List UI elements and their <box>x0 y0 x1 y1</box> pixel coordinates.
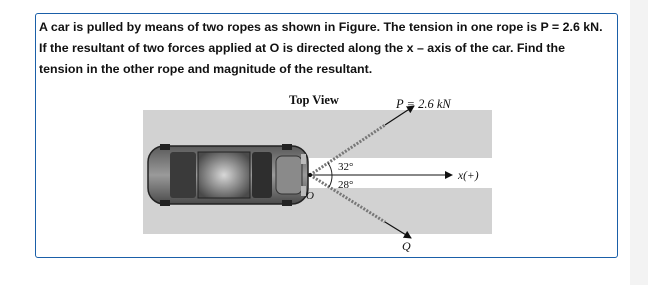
angle-bottom-label: 28° <box>338 179 354 191</box>
problem-line-1: A car is pulled by means of two ropes as shown in Figure. The tension in one rope is P = 2.6 kN. <box>39 20 603 34</box>
top-view-label: Top View <box>289 93 339 107</box>
angle-top-label: 32° <box>338 161 354 173</box>
q-force-label: Q <box>402 239 411 253</box>
origin-label: O <box>306 190 314 202</box>
origin-point <box>308 173 312 177</box>
car <box>148 144 308 206</box>
p-force-label: P = 2.6 kN <box>396 97 451 111</box>
problem-line-3: tension in the other rope and magnitude of the resultant. <box>39 62 373 76</box>
problem-line-2: If the resultant of two forces applied at O is directed along the x – axis of the car. Find the <box>39 41 566 55</box>
x-axis-label: x(+) <box>458 170 479 182</box>
